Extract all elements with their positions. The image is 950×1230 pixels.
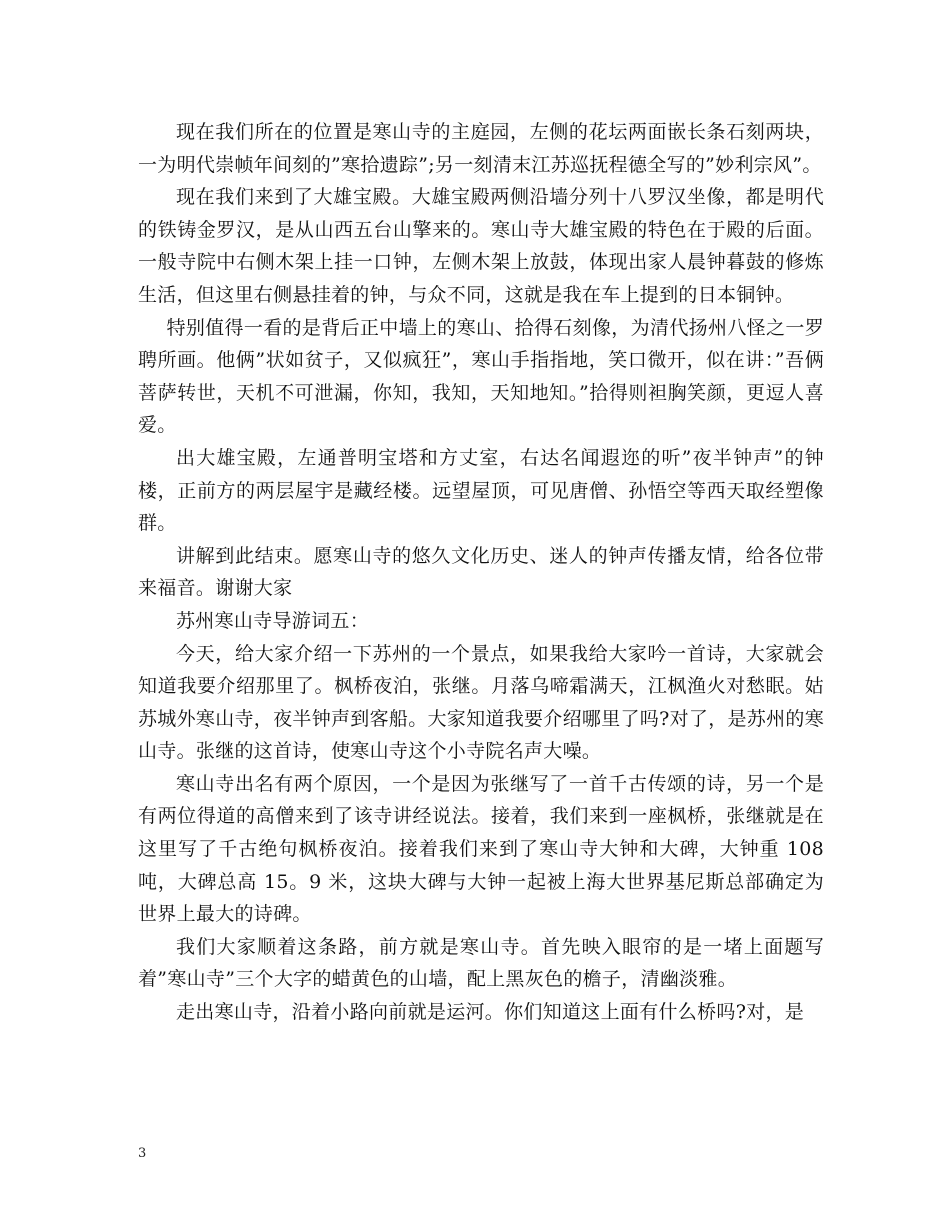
paragraph: 特别值得一看的是背后正中墙上的寒山、拾得石刻像，为清代扬州八怪之一罗聘所画。他俩”状如贫子，又似疯狂”，寒山手指指地，笑口微开，似在讲：”吾俩菩萨转世，天机不可泄漏，你知，我知，天知地知。”拾得则袒胸笑颜，更逗人喜爱。	[138, 316, 824, 437]
paragraph: 走出寒山寺，沿着小路向前就是运河。你们知道这上面有什么桥吗?对，是	[176, 1001, 805, 1024]
paragraph: 今天，给大家介绍一下苏州的一个景点，如果我给大家吟一首诗，大家就会知道我要介绍那里了。枫桥夜泊，张继。月落乌啼霜满天，江枫渔火对愁眠。姑苏城外寒山寺，夜半钟声到客船。大家知道我要介绍哪里了吗?对了，是苏州的寒山寺。张继的这首诗，使寒山寺这个小寺院名声大噪。	[138, 642, 824, 763]
paragraph: 现在我们所在的位置是寒山寺的主庭园，左侧的花坛两面嵌长条石刻两块，一为明代崇帧年间刻的”寒拾遗踪”;另一刻清末江苏巡抚程德全写的”妙利宗风”。	[138, 121, 824, 176]
paragraph: 寒山寺出名有两个原因，一个是因为张继写了一首千古传颂的诗，另一个是有两位得道的高僧来到了该寺讲经说法。接着，我们来到一座枫桥，张继就是在这里写了千古绝句枫桥夜泊。接着我们来到了寒山寺大钟和大碑，大钟重 108 吨，大碑总高 15。9 米，这块大碑与大钟一起被上海大世界基尼斯总部确定为世界上最大的诗碑。	[138, 772, 824, 926]
document-body	[138, 116, 824, 1029]
paragraph: 我们大家顺着这条路，前方就是寒山寺。首先映入眼帘的是一堵上面题写着”寒山寺”三个大字的蜡黄色的山墙，配上黑灰色的檐子，清幽淡雅。	[138, 935, 824, 991]
paragraph: 现在我们来到了大雄宝殿。大雄宝殿两侧沿墙分列十八罗汉坐像，都是明代的铁铸金罗汉，是从山西五台山擎来的。寒山寺大雄宝殿的特色在于殿的后面。一般寺院中右侧木架上挂一口钟，左侧木架上放鼓，体现出家人晨钟暮鼓的修炼生活，但这里右侧悬挂着的钟，与众不同，这就是我在车上提到的日本铜钟。	[138, 186, 824, 306]
section-heading: 苏州寒山寺导游词五：	[176, 609, 370, 632]
page-number: 3	[138, 1146, 147, 1161]
paragraph: 出大雄宝殿，左通普明宝塔和方丈室，右达名闻遐迩的听”夜半钟声”的钟楼，正前方的两层屋宇是藏经楼。远望屋顶，可见唐僧、孙悟空等西天取经塑像群。	[138, 446, 824, 535]
paragraph: 讲解到此结束。愿寒山寺的悠久文化历史、迷人的钟声传播友情，给各位带来福音。谢谢大家	[138, 544, 824, 600]
